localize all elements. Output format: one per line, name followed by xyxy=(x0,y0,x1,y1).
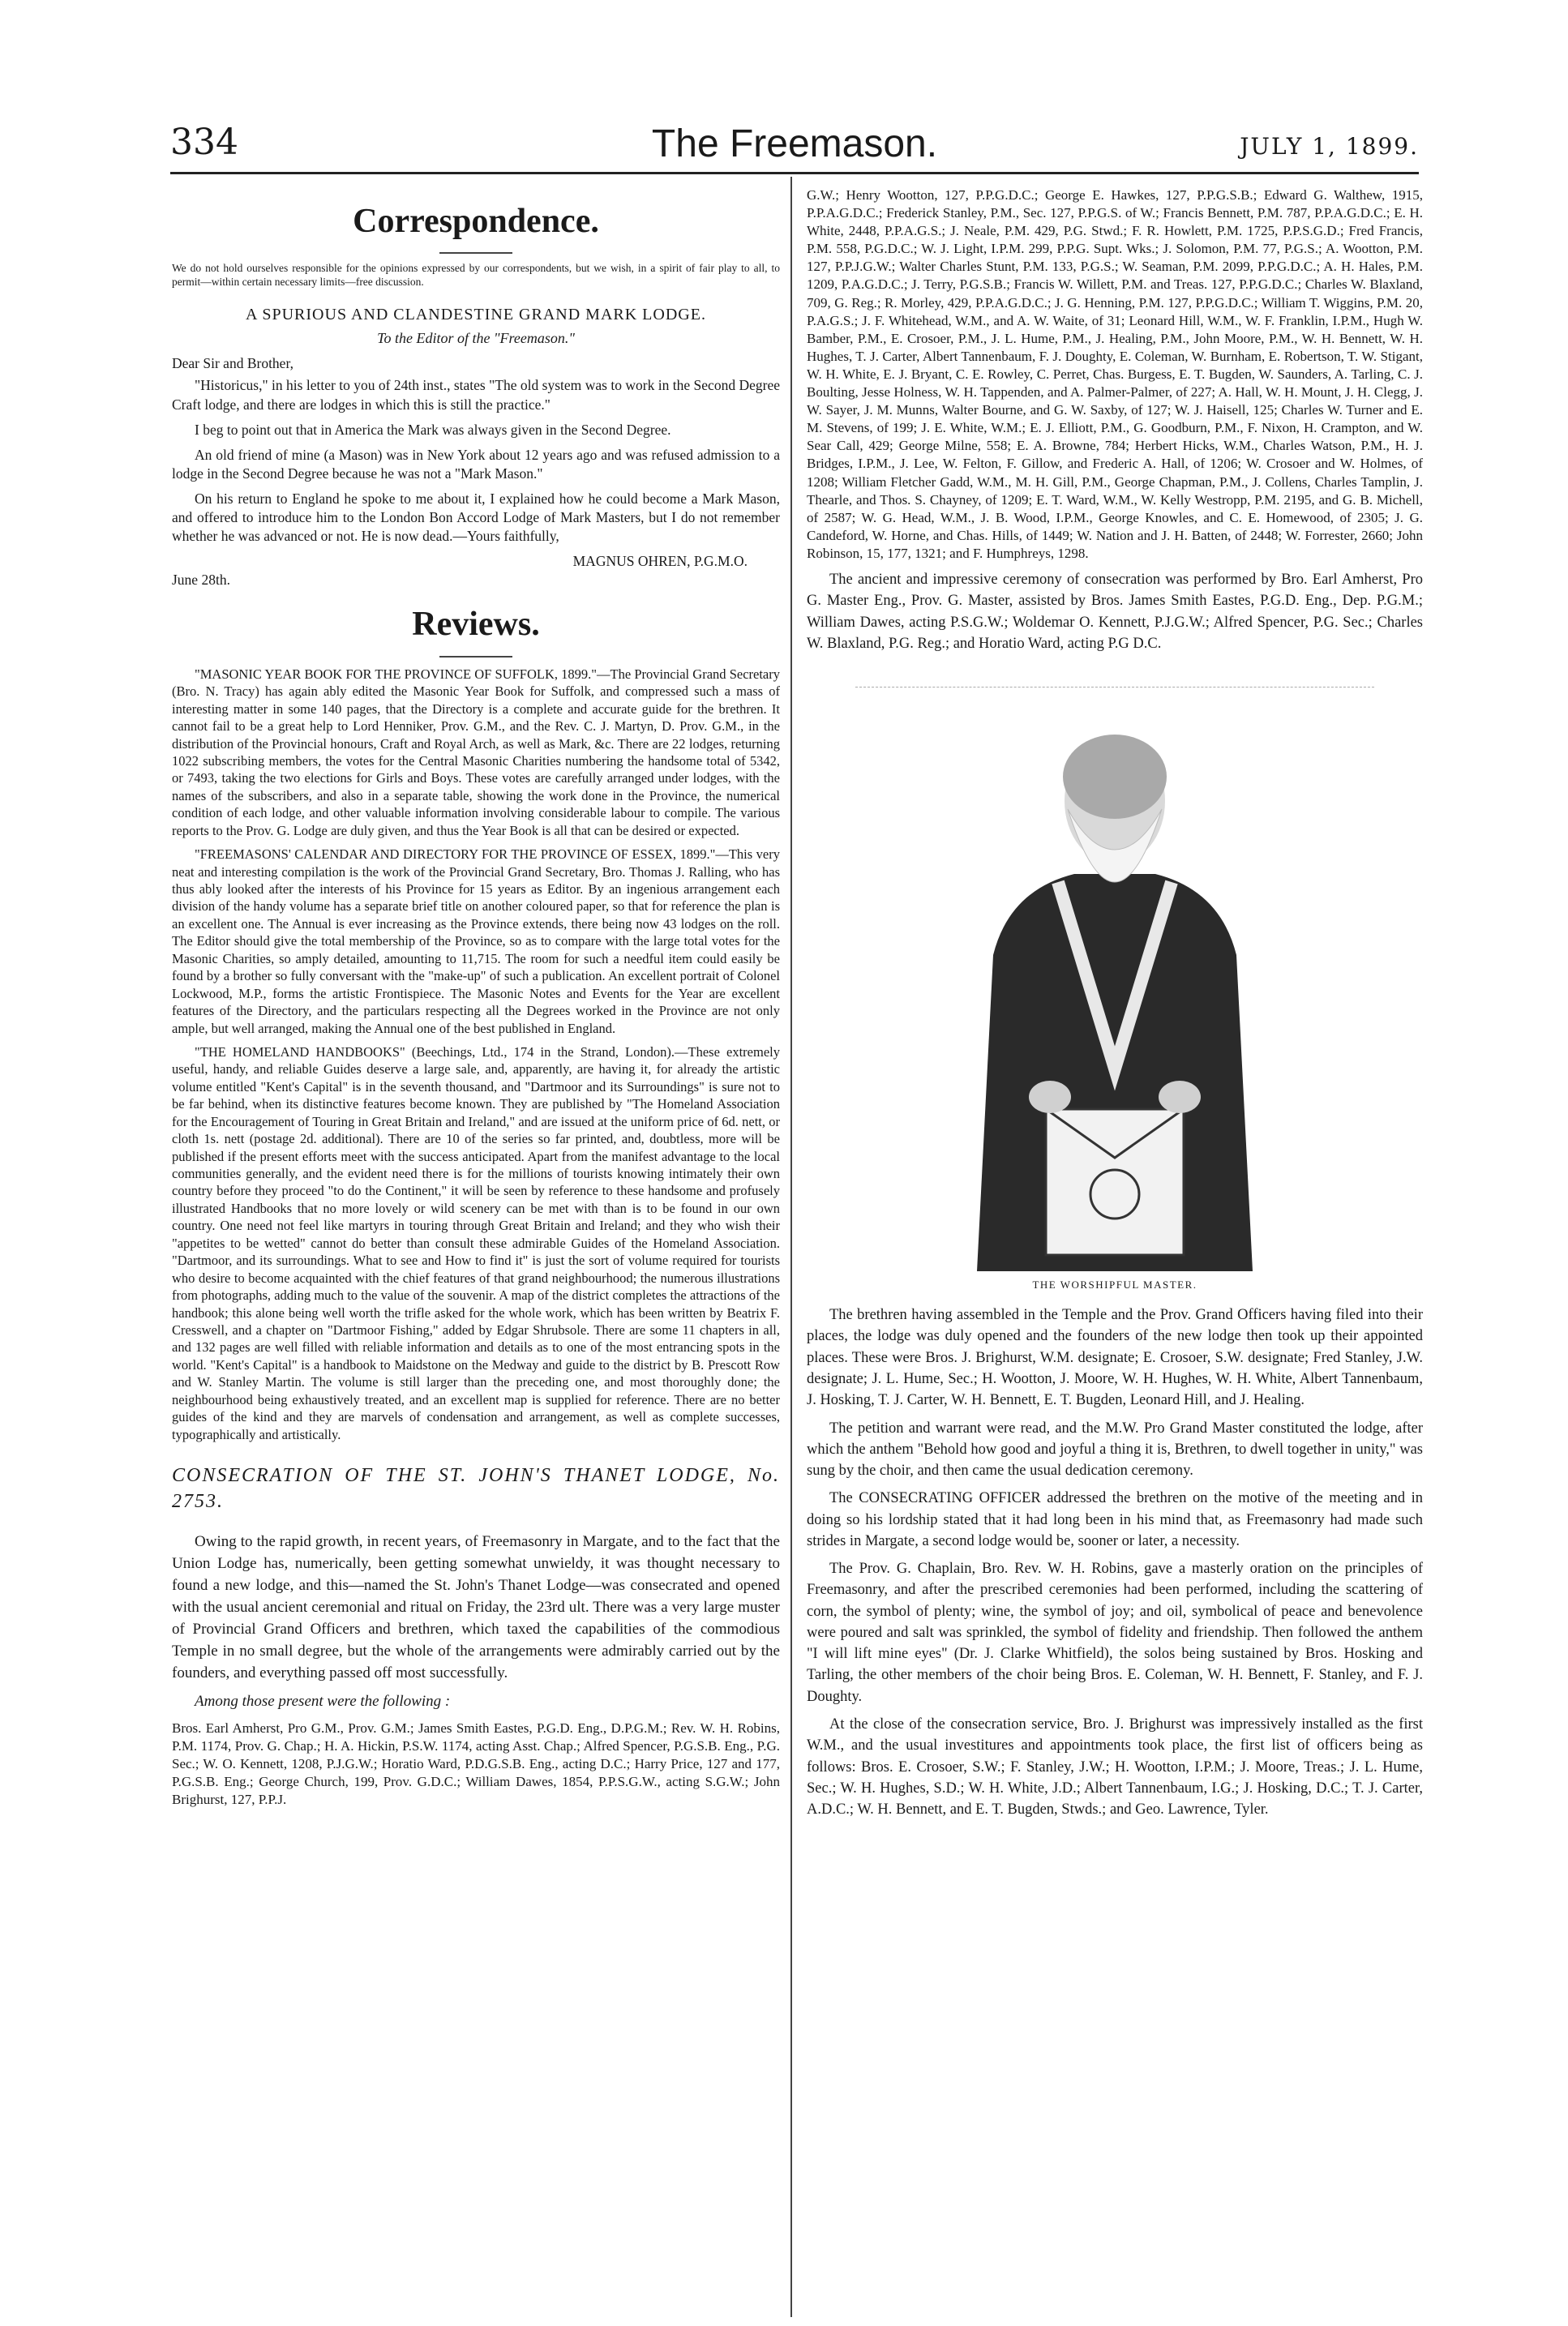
heading-rule xyxy=(439,252,512,254)
letter-paragraph: I beg to point out that in America the Mark was always given in the Second Degree. xyxy=(195,421,671,438)
present-list-right: G.W.; Henry Wootton, 127, P.P.G.D.C.; George E. Hawkes, 127, P.P.G.S.B.; Edward G. Walthew, 1915, P.P.A.G.D.C.; Frederick Stanley, P.M., Sec. 127, P.P.G.S. of W.; Francis Bennett, P.M. 787, P.P.A.G.D.C.; E. H. White, 2448, P.P.A.G.S.; J. Neale, P.M. 429, P.G. Stwd.; F. R. Howlett, P.M. 1725, P.P.S.G.D.; Fred Francis, P.M. 558, P.G.D.C.; W. J. Light, I.P.M. 299, P.P.G. Supt. Wks.; J. Solomon, P.M. 77, P.G.S.; A. Wootton, P.M. 127, P.P.J.G.W.; Walter Charles Stunt, P.M. 133, P.G.S.; W. Seaman, P.M. 2099, P.P.G.D.C.; A. H. Hales, P.M. 1209, P.A.G.D.C.; J. Terry, P.G.S.B.; Francis W. Willett, P.M. and Treas. 127, P.P.G.D.C.; Charles W. Blaxland, 709, G. Reg.; R. Morley, 429, P.P.A.G.D.C.; J. G. Henning, P.M. 127, P.P.G.D.C.; William T. Wiggins, P.M. 20, P.A.G.S.; J. F. Whitehead, W.M., and A. W. Waite, of 31; Leonard Hill, W.M., W. F. Franklin, I.P.M., Hugh W. Bamber, P.M., E. Crosoer, P.M., J. L. Hume, P.M., J. Healing, P.M., John Moore, P.M., W. H. Bennett, W. H. Hughes, T. J. Carter, Albert Tannenbaum, F. J. Doughty, E. Coleman, W. Burnham, E. Robertson, T. W. Stigant, W. H. White, E. J. Bryant, C. E. Rowley, C. Perret, Chas. Burgess, E. T. Bugden, W. Saunders, A. Tarling, C. J. Boulting, Jesse Holness, W. H. Tappenden, and A. Palmer-Palmer, of 227; A. Hall, W. H. Mount, J. H. Clegg, J. W. Sayer, J. M. Munns, Walter Bourne, and G. W. Saxby, of 127; W. J. Haisell, 125; Charles W. Turner and E. M. Stevens, of 199; J. E. White, W.M.; E. J. Elliott, P.M., G. Goodburn, P.M., F. Nixon, H. Crampton, and W. Sear Call, 429; George Milne, 558; E. A. Browne, 784; Herbert Hicks, W.M., Charles Watson, P.M., H. J. Bridges, I.P.M., J. Lee, W. Felton, F. Gillow, and Frederic A. Hall, of 1206; W. Crosoer and W. Holmes, of 1208; William Fletcher Gadd, W.M., M. H. Gill, P.M., George Chapman, P.M., J. Collens, Charles Tamplin, J. Thearle, and Thos. S. Chayney, of 1209; E. T. Ward, W.M., W. Kelly Westropp, P.M. 2195, and G. B. Michell, of 2587; W. G. Head, W.M., J. B. Wood, I.P.M., George Knowles, and C. E. Homewood, of 2305; J. G. Candeford, W. Horne, and Chas. Hills, of 1449; W. Nation and J. H. Batten, of 2448; W. Forrester, 2660; John Robinson, 15, 177, 1321; and F. Humphreys, 1298. xyxy=(807,187,1423,561)
newspaper-title: The Freemason. xyxy=(651,122,938,165)
consecration-ceremony: The ancient and impressive ceremony of consecration was performed by Bro. Earl Amherst, Pro G. Master Eng., Prov. G. Master, assisted by Bros. James Smith Eastes, P.G.D. Eng., Dep. P.G.M.; William Dawes, acting P.S.G.W.; Woldemar O. Kennett, P.J.G.W.; Alfred Spencer, P.G. Sec.; Charles W. Blaxland, P.G. Reg.; and Horatio Ward, acting P.G D.C. xyxy=(807,571,1423,652)
review-suffolk: "MASONIC YEAR BOOK FOR THE PROVINCE OF SUFFOLK, 1899."—The Provincial Grand Secretary (Bro. N. Tracy) has again ably edited the Masonic Year Book for Suffolk, and compressed such a mass of interesting matter in some 140 pages, that the Directory is a complete and accurate guide for the brethren. It cannot fail to be a great help to Lord Henniker, Prov. G.M., and the Rev. C. J. Martyn, D. Prov. G.M., in the distribution of the Provincial honours, Craft and Royal Arch, as well as Mark, &c. There are 22 lodges, returning 1022 subscribing members, the votes for the Central Masonic Charities numbering the handsome total of 5342, or 7493, taking the two elections for Girls and Boys. These votes are carefully arranged under lodges, with the names of the subscribers, and also in a separate table, showing the work done in the Province, the numerical condition of each lodge, and other valuable information involving considerable labour to compile. The various reports to the Prov. G. Lodge are duly given, and thus the Year Book is all that can be desired or expected. xyxy=(172,666,780,838)
letter-paragraph: An old friend of mine (a Mason) was in New York about 12 years ago and was refused admission to a lodge in the Second Degree because he was not a "Mark Mason." xyxy=(172,446,780,482)
letter-salutation: Dear Sir and Brother, xyxy=(172,355,293,372)
correspondence-heading: Correspondence. xyxy=(353,203,599,240)
masthead xyxy=(170,122,1419,170)
present-list-left: Bros. Earl Amherst, Pro G.M., Prov. G.M.; James Smith Eastes, P.G.D. Eng., D.P.G.M.; Rev. W. H. Robins, P.M. 1174, Prov. G. Chap.; H. A. Hickin, P.S.W. 1174, acting Asst. Chap.; Alfred Spencer, P.G.S.B. Eng., P.G. Sec.; W. O. Kennett, 1208, P.J.G.W.; Horatio Ward, P.D.G.S.B. Eng., acting D.C.; Harry Price, 127 and 177, P.G.S.B. Eng.; George Church, 199, Prov. G.D.C.; William Dawes, 1854, P.P.S.G.W., acting S.G.W.; John Brighurst, 127, P.P.J. xyxy=(172,1720,780,1807)
right-column xyxy=(807,186,1423,1827)
present-intro: Among those present were the following : xyxy=(195,1692,451,1710)
worshipful-master-photo xyxy=(855,687,1374,1271)
masthead-rule xyxy=(170,172,1419,174)
editorial-disclaimer: We do not hold ourselves responsible for the opinions expressed by our correspondents, but we wish, in a spirit of fair play to all, to permit—within certain necessary limits—free discussion. xyxy=(172,262,780,289)
letter-paragraph: "Historicus," in his letter to you of 24th inst., states "The old system was to work in the Second Degree Craft lodge, and there are lodges in which this is still the practice." xyxy=(172,377,780,413)
page-number: 334 xyxy=(170,122,238,163)
proceedings-paragraph: The CONSECRATING OFFICER addressed the brethren on the motive of the meeting and in doing so his lordship stated that it had long been in his mind that, as Freemasonry had made such strides in Margate, a second lodge would be, sooner or later, a necessity. xyxy=(807,1490,1423,1549)
portrait-illustration xyxy=(855,688,1374,1271)
photo-caption: THE WORSHIPFUL MASTER. xyxy=(1032,1279,1197,1292)
letter-date: June 28th. xyxy=(172,572,230,589)
consecration-intro: Owing to the rapid growth, in recent years, of Freemasonry in Margate, and to the fact that the Union Lodge has, numerically, been getting somewhat unwieldy, it was thought necessary to found a new lodge, and this—named the St. John's Thanet Lodge—was consecrated and opened with the usual ancient ceremonial and ritual on Friday, the 23rd ult. There was a very large muster of Provincial Grand Officers and brethren, which taxed the capabilities of the commodious Temple in no small degree, but the whole of the arrangements were admirably carried out by the founders, and everything passed off most successfully. xyxy=(172,1532,780,1681)
letter-paragraph: On his return to England he spoke to me about it, I explained how he could become a Mark Mason, and offered to introduce him to the London Bon Accord Lodge of Mark Masters, but I do not remember whether he was advanced or not. He is now dead.—Yours faithfully, xyxy=(172,490,780,545)
proceedings-paragraph: The Prov. G. Chaplain, Bro. Rev. W. H. Robins, gave a masterly oration on the principles of Freemasonry, and after the prescribed ceremonies had been performed, including the scattering of corn, the symbol of plenty; wine, the symbol of joy; and oil, symbolical of peace and benevolence were poured and salt was sprinkled, the symbol of fidelity and friendship. Then followed the anthem "I will lift mine eyes" (Dr. J. Clarke Whitfield), the solos being sustained by Bros. Hosking and Tarling, the other members of the choir being Bros. E. Coleman, W. H. Bennett, F. Stanley, and F. J. Doughty. xyxy=(807,1561,1423,1705)
letter-signature: MAGNUS OHREN, P.G.M.O. xyxy=(572,553,748,570)
review-homeland: "THE HOMELAND HANDBOOKS" (Beechings, Ltd., 174 in the Strand, London).—These extremely useful, handy, and reliable Guides deserve a large sale, and, apparently, are having it, for already the artistic volume entitled "Kent's Capital" is in the seventh thousand, and "Dartmoor and its Surroundings" is sure not to be far behind, when its distinctive features become known. They are published by "The Homeland Association for the Encouragement of Touring in Great Britain and Ireland," and are issued at the uniform price of 6d. nett, or cloth 1s. nett (postage 2d. additional). There are 10 of the series so far printed, and, doubtless, more will be published if the present efforts meet with the success anticipated. Apart from the manifest advantage to the local communities generally, and the evident need there is for the millions of tourists knowing intimately their own country before they proceed "to do the Continent," it will be seen by reference to these handsome and profusely illustrated Handbooks that no more lovely or wild scenery can be met with than is to be found in our own country. One need not feel like martyrs in touring through Great Britain and Ireland; and they who wish their "appetites to be wetted" cannot do better than consult these admirable Guides of the Homeland Association. "Dartmoor, and its surroundings. What to see and How to find it" is just the sort of volume required for tourists who desire to become acquainted with the chief features of that grand neighbourhood; the numerous illustrations from photographs, adding much to the value of the souvenir. A map of the district completes the attractions of the handbook; this alone being well worth the trifle asked for the whole work, which has been written by Beatrix F. Cresswell, and a chapter on "Dartmoor Fishing," added by Edgar Shrubsole. There are some 11 chapters in all, and 132 pages are well filled with reliable information and details as to one of the most entrancing spots in the world. "Kent's Capital" is a handbook to Maidstone on the Medway and guide to the district by B. Prescott Row and W. Stanley Martin. The volume is still larger than the preceding one, and most thoroughly done; the neighbourhood being exhaustively treated, and an excellent map is supplied for reference. There are no better guides of the kind and they are marvels of condensation and arrangement, as well as complete successes, typographically and artistically. xyxy=(172,1043,780,1442)
issue-date: JULY 1, 1899. xyxy=(1240,133,1419,160)
review-essex: "FREEMASONS' CALENDAR AND DIRECTORY FOR THE PROVINCE OF ESSEX, 1899."—This very neat and interesting compilation is the work of the Provincial Grand Secretary, Bro. Thomas J. Ralling, who has thus ably looked after the interests of his Province for 15 years as Editor. By an ingenious arrangement each division of the handy volume has a separate brief title on another coloured paper, so that for reference the plan is an excellent one. The Annual is ever increasing as the Province extends, there being now 43 lodges on the roll. The Editor should give the total membership of the Province, so as to compare with the large total votes for the Masonic Charities, so amply detailed, amounting to 11,715. The room for such a needful item could easily be found by a brother so fully conversant with the "make-up" of such a publication. An excellent portrait of Colonel Lockwood, M.P., forms the artistic Frontispiece. The Masonic Notes and Events for the Year are excellent features of the Directory, and the particulars respecting all the Degrees worked in the Province are not only ample, but well arranged, making the Annual one of the best published in England. xyxy=(172,846,780,1036)
proceedings-paragraph: The petition and warrant were read, and the M.W. Pro Grand Master constituted the lodge, after which the anthem "Behold how good and joyful a thing it is, Brethren, to dwell together in unity," was sung by the choir, and then came the usual dedication ceremony. xyxy=(807,1420,1423,1480)
proceedings-paragraph: The brethren having assembled in the Temple and the Prov. Grand Officers having filed into their places, the lodge was duly opened and the founders of the new lodge then took up their appointed places. These were Bros. J. Brighurst, W.M. designate; E. Crosoer, S.W. designate; Fred Stanley, J.W. designate; J. L. Hume, Sec.; H. Wootton, J. Moore, W. H. Hughes, W. H. White, Albert Tannenbaum, J. Hosking, T. J. Carter, W. H. Bennett, E. T. Bugden, Leonard Hill, and J. Healing. xyxy=(807,1307,1423,1409)
heading-rule xyxy=(439,656,512,658)
consecration-heading: CONSECRATION OF THE ST. JOHN'S THANET LODGE, No. 2753. xyxy=(172,1465,780,1513)
column-divider xyxy=(790,177,792,2317)
letter-title: A SPURIOUS AND CLANDESTINE GRAND MARK LODGE. xyxy=(246,306,706,324)
left-column xyxy=(172,186,780,1815)
reviews-heading: Reviews. xyxy=(412,606,540,644)
proceedings-paragraph: At the close of the consecration service, Bro. J. Brighurst was impressively installed as the first W.M., and the usual investitures and appointments took place, the first list of officers being as follows: Bros. E. Crosoer, S.W.; F. Stanley, J.W.; H. Wootton, I.P.M.; J. Moore, Treas.; J. L. Hume, Sec.; W. H. Hughes, S.D.; W. H. White, J.D.; Albert Tannenbaum, I.G.; J. Hosking, D.C.; T. J. Carter, A.D.C.; W. H. Bennett, and E. T. Bugden, Stwds.; and Geo. Lawrence, Tyler. xyxy=(807,1716,1423,1818)
letter-addressee: To the Editor of the "Freemason." xyxy=(377,329,575,346)
